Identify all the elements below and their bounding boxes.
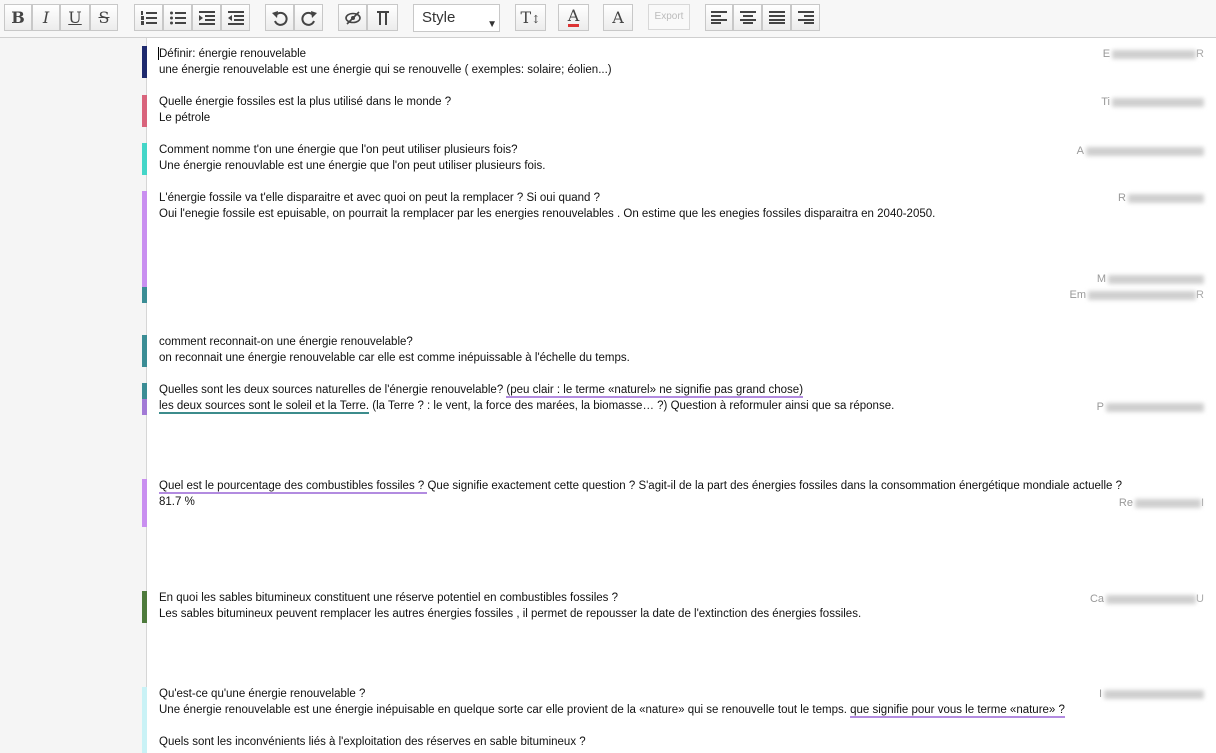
clear-formatting-button[interactable] — [367, 4, 398, 31]
align-right-button[interactable] — [791, 4, 820, 31]
font-color-icon: A — [567, 6, 580, 25]
author-color-bar — [142, 335, 147, 367]
text-line[interactable] — [159, 382, 803, 398]
text-line[interactable]: En quoi les sables bitumineux constituent une réserve potentiel en combustibles fossiles ? — [159, 592, 618, 604]
undo-button[interactable] — [265, 4, 294, 31]
text-line[interactable]: Comment nomme t'on une énergie que l'on peut utiliser plusieurs fois? — [159, 144, 518, 156]
chevron-down-icon: ▼ — [487, 19, 497, 30]
comment-highlight[interactable]: les deux sources sont le soleil et la Terre. — [159, 400, 370, 412]
align-left-icon — [711, 11, 727, 24]
align-justify-icon — [769, 11, 785, 24]
text-line[interactable]: Le pétrole — [159, 112, 211, 124]
italic-button[interactable]: I — [32, 4, 60, 31]
ordered-list-icon — [141, 11, 157, 25]
text-line[interactable]: comment reconnait-on une énergie renouvelable? — [159, 336, 413, 348]
text-line[interactable]: Quelle énergie fossiles est la plus utilisé dans le monde ? — [159, 96, 452, 108]
text-line[interactable]: Quels sont les inconvénients liés à l'exploitation des réserves en sable bitumineux ? — [159, 736, 586, 748]
text-run: Une énergie renouvelable est une énergie inépuisable en quelque sorte car elle provient de la «nature» qui se renouvelle tout le temps. — [159, 704, 851, 716]
pi-icon — [376, 10, 390, 26]
indent-icon — [199, 11, 215, 25]
authors-gutter — [0, 38, 147, 753]
text-line[interactable]: une énergie renouvelable est une énergie qui se renouvelle ( exemples: solaire; éolien...) — [159, 64, 612, 76]
author-color-bar — [142, 383, 147, 399]
author-color-bar — [142, 399, 147, 415]
redo-button[interactable] — [294, 4, 323, 31]
text-line[interactable]: 81.7 % — [159, 496, 195, 508]
author-name: E R — [1102, 48, 1204, 60]
background-color-button[interactable] — [603, 4, 633, 31]
outdent-button[interactable] — [221, 4, 250, 31]
author-color-bar — [142, 191, 147, 288]
ordered-list-button[interactable] — [134, 4, 163, 31]
text-size-icon: T↕ — [520, 8, 541, 27]
author-color-bar — [142, 143, 147, 175]
editor-toolbar — [0, 0, 1216, 38]
font-color-button[interactable] — [558, 4, 589, 31]
author-name: M — [1097, 273, 1204, 285]
underline-button[interactable]: U — [60, 4, 90, 31]
style-select[interactable] — [413, 4, 500, 32]
strikethrough-button[interactable]: S — [90, 4, 118, 31]
author-color-bar — [142, 287, 147, 303]
author-name: R — [1118, 192, 1204, 204]
text-run: (la Terre ? : le vent, la force des marées, la biomasse… ?) Question à reformuler ainsi que sa réponse. — [369, 400, 895, 412]
redo-icon — [301, 10, 317, 26]
text-line[interactable] — [159, 702, 1065, 718]
align-left-button[interactable] — [705, 4, 733, 31]
align-right-icon — [798, 11, 814, 24]
text-line[interactable] — [159, 398, 894, 414]
align-center-button[interactable] — [733, 4, 762, 31]
hide-authorship-button[interactable] — [338, 4, 367, 31]
indent-button[interactable] — [192, 4, 221, 31]
text-line[interactable] — [159, 478, 1122, 494]
bullet-list-icon — [170, 11, 186, 25]
author-color-bar — [142, 479, 147, 527]
author-name: Ti — [1101, 96, 1204, 108]
export-button: Export — [648, 4, 690, 30]
align-justify-button[interactable] — [762, 4, 791, 31]
text-line[interactable]: on reconnait une énergie renouvelable car elle est comme inépuissable à l'échelle du temps. — [159, 352, 630, 364]
author-name: I — [1099, 688, 1204, 700]
comment-highlight[interactable]: que signifie pour vous le terme «nature» ? — [850, 704, 1065, 716]
undo-icon — [272, 10, 288, 26]
author-name: P — [1097, 401, 1204, 413]
bold-button[interactable]: B — [4, 4, 32, 31]
comment-highlight[interactable]: Quel est le pourcentage des combustibles fossiles ? — [159, 480, 428, 492]
text-line[interactable]: Les sables bitumineux peuvent remplacer les autres énergies fossiles , il permet de repousser la date de l'extinction des énergies fossiles. — [159, 608, 862, 620]
author-color-bar — [142, 591, 147, 623]
text-run: Quelles sont les deux sources naturelles de l'énergie renouvelable? — [159, 384, 507, 396]
text-line[interactable]: L'énergie fossile va t'elle disparaitre et avec quoi on peut la remplacer ? Si oui quand ? — [159, 192, 601, 204]
author-color-bar — [142, 95, 147, 127]
text-line[interactable]: Qu'est-ce qu'une énergie renouvelable ? — [159, 688, 366, 700]
background-color-icon: A — [612, 8, 624, 27]
text-run: Que signifie exactement cette question ? S'agit-il de la part des énergies fossiles dans la consommation énergétique mondiale actuelle ? — [427, 480, 1123, 492]
outdent-icon — [228, 11, 244, 25]
bullet-list-button[interactable] — [163, 4, 192, 31]
style-select-value: Style — [422, 9, 456, 26]
text-line[interactable]: Oui l'enegie fossile est epuisable, on pourrait la remplacer par les energies renouvelables . On estime que les enegies fossiles disparaitra en 2040-2050. — [159, 208, 936, 220]
author-name: Em R — [1069, 289, 1204, 301]
text-line[interactable]: Une énergie renouvlable est une énergie que l'on peut utiliser plusieurs fois. — [159, 160, 546, 172]
author-color-bar — [142, 687, 147, 753]
text-size-button[interactable] — [515, 4, 546, 31]
align-center-icon — [740, 11, 756, 24]
author-name: Ca U — [1089, 593, 1204, 605]
author-name: Re I — [1118, 497, 1204, 509]
eye-slash-icon — [344, 11, 362, 25]
text-line[interactable]: Définir: énergie renouvelable — [159, 48, 307, 60]
author-color-bar — [142, 46, 147, 78]
author-name: A — [1077, 145, 1204, 157]
comment-highlight[interactable]: (peu clair : le terme «naturel» ne signifie pas grand chose) — [506, 384, 804, 396]
